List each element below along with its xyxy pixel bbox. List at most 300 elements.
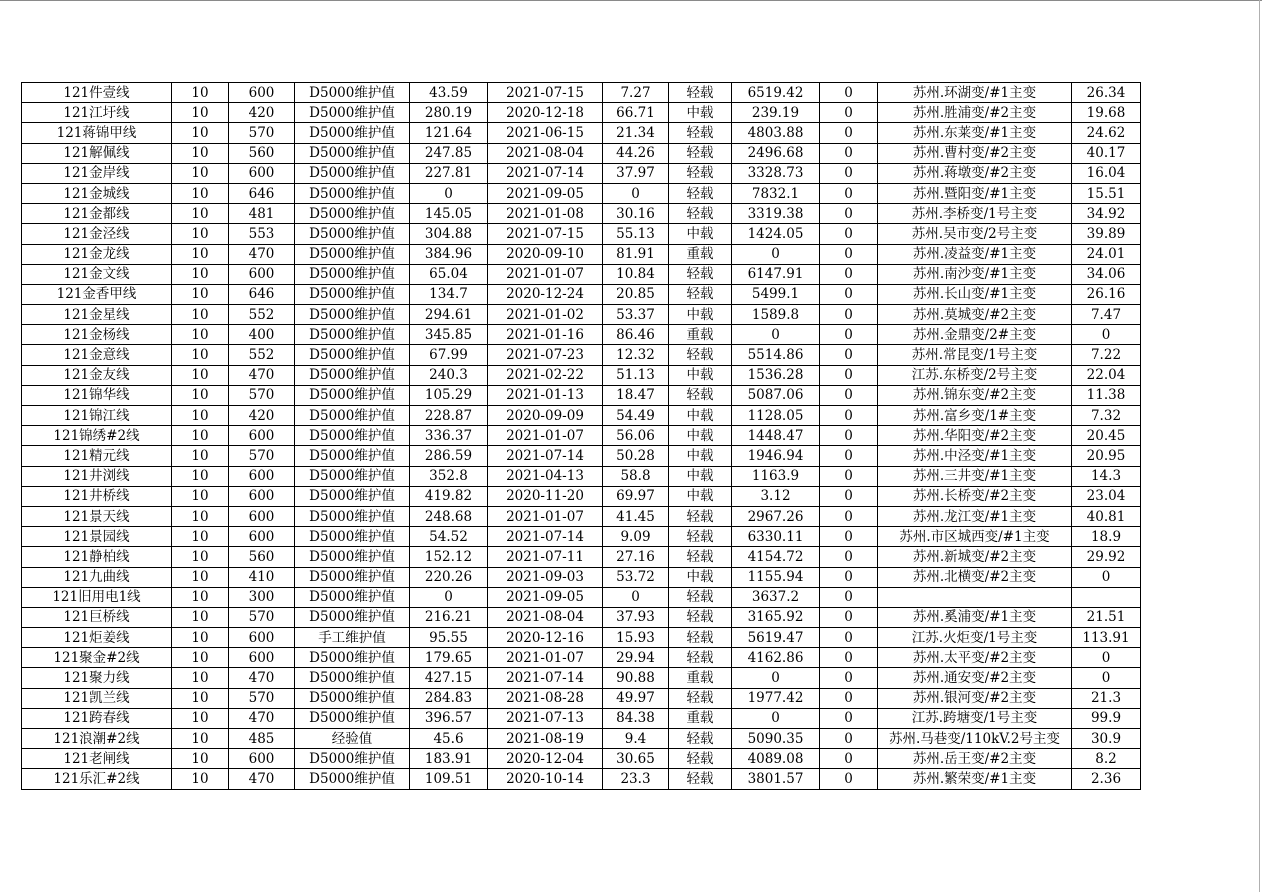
rated-current-cell[interactable]: 600 xyxy=(229,466,295,486)
voltage-cell[interactable]: 10 xyxy=(172,486,229,506)
transformer-load-rate-cell[interactable]: 7.22 xyxy=(1072,345,1141,365)
date-cell[interactable]: 2020-10-14 xyxy=(488,769,603,789)
voltage-cell[interactable]: 10 xyxy=(172,506,229,526)
line-name-cell[interactable]: 121炬姜线 xyxy=(22,628,172,648)
transformer-cell[interactable]: 苏州.太平变/#2主变 xyxy=(878,648,1072,668)
load-rate-cell[interactable]: 90.88 xyxy=(603,668,669,688)
maintenance-type-cell[interactable]: D5000维护值 xyxy=(295,426,410,446)
line-name-cell[interactable]: 121件壹线 xyxy=(22,83,172,103)
load-status-cell[interactable]: 轻载 xyxy=(669,83,732,103)
maintenance-type-cell[interactable]: D5000维护值 xyxy=(295,527,410,547)
maintenance-type-cell[interactable]: D5000维护值 xyxy=(295,204,410,224)
load-rate-cell[interactable]: 81.91 xyxy=(603,244,669,264)
load-status-cell[interactable]: 中载 xyxy=(669,567,732,587)
max-load-cell[interactable]: 95.55 xyxy=(410,628,488,648)
load-status-cell[interactable]: 中载 xyxy=(669,466,732,486)
line-name-cell[interactable]: 121江圩线 xyxy=(22,103,172,123)
date-cell[interactable]: 2021-01-07 xyxy=(488,506,603,526)
load-status-cell[interactable]: 轻载 xyxy=(669,264,732,284)
voltage-cell[interactable]: 10 xyxy=(172,628,229,648)
max-load-cell[interactable]: 109.51 xyxy=(410,769,488,789)
line-name-cell[interactable]: 121静柏线 xyxy=(22,547,172,567)
load-status-cell[interactable]: 轻载 xyxy=(669,506,732,526)
transformer-cell[interactable]: 江苏.东桥变/2号主变 xyxy=(878,365,1072,385)
transformer-cell[interactable]: 苏州.长桥变/#2主变 xyxy=(878,486,1072,506)
remaining-capacity-cell[interactable]: 3328.73 xyxy=(732,163,820,183)
maintenance-type-cell[interactable]: D5000维护值 xyxy=(295,103,410,123)
line-name-cell[interactable]: 121金杨线 xyxy=(22,325,172,345)
date-cell[interactable]: 2021-09-03 xyxy=(488,567,603,587)
load-status-cell[interactable]: 轻载 xyxy=(669,547,732,567)
maintenance-type-cell[interactable]: D5000维护值 xyxy=(295,587,410,607)
voltage-cell[interactable]: 10 xyxy=(172,587,229,607)
transformer-cell[interactable] xyxy=(878,587,1072,607)
maintenance-type-cell[interactable]: D5000维护值 xyxy=(295,123,410,143)
date-cell[interactable]: 2021-09-05 xyxy=(488,183,603,203)
load-status-cell[interactable]: 中载 xyxy=(669,103,732,123)
load-rate-cell[interactable]: 84.38 xyxy=(603,708,669,728)
overload-count-cell[interactable]: 0 xyxy=(820,224,878,244)
date-cell[interactable]: 2021-07-14 xyxy=(488,446,603,466)
rated-current-cell[interactable]: 570 xyxy=(229,688,295,708)
remaining-capacity-cell[interactable]: 239.19 xyxy=(732,103,820,123)
remaining-capacity-cell[interactable]: 0 xyxy=(732,668,820,688)
max-load-cell[interactable]: 45.6 xyxy=(410,729,488,749)
remaining-capacity-cell[interactable]: 3637.2 xyxy=(732,587,820,607)
load-status-cell[interactable]: 轻载 xyxy=(669,163,732,183)
rated-current-cell[interactable]: 470 xyxy=(229,244,295,264)
transformer-cell[interactable]: 苏州.马巷变/110kV.2号主变 xyxy=(878,729,1072,749)
max-load-cell[interactable]: 336.37 xyxy=(410,426,488,446)
max-load-cell[interactable]: 427.15 xyxy=(410,668,488,688)
line-name-cell[interactable]: 121金城线 xyxy=(22,183,172,203)
load-status-cell[interactable]: 中载 xyxy=(669,406,732,426)
voltage-cell[interactable]: 10 xyxy=(172,607,229,627)
max-load-cell[interactable]: 0 xyxy=(410,587,488,607)
max-load-cell[interactable]: 286.59 xyxy=(410,446,488,466)
transformer-load-rate-cell[interactable]: 15.51 xyxy=(1072,183,1141,203)
overload-count-cell[interactable]: 0 xyxy=(820,729,878,749)
transformer-cell[interactable]: 江苏.火炬变/1号主变 xyxy=(878,628,1072,648)
max-load-cell[interactable]: 304.88 xyxy=(410,224,488,244)
transformer-load-rate-cell[interactable]: 23.04 xyxy=(1072,486,1141,506)
max-load-cell[interactable]: 105.29 xyxy=(410,385,488,405)
max-load-cell[interactable]: 67.99 xyxy=(410,345,488,365)
remaining-capacity-cell[interactable]: 1977.42 xyxy=(732,688,820,708)
voltage-cell[interactable]: 10 xyxy=(172,365,229,385)
overload-count-cell[interactable]: 0 xyxy=(820,668,878,688)
rated-current-cell[interactable]: 600 xyxy=(229,527,295,547)
load-status-cell[interactable]: 轻载 xyxy=(669,527,732,547)
line-name-cell[interactable]: 121景园线 xyxy=(22,527,172,547)
rated-current-cell[interactable]: 600 xyxy=(229,506,295,526)
date-cell[interactable]: 2021-01-02 xyxy=(488,305,603,325)
maintenance-type-cell[interactable]: 手工维护值 xyxy=(295,628,410,648)
overload-count-cell[interactable]: 0 xyxy=(820,466,878,486)
max-load-cell[interactable]: 145.05 xyxy=(410,204,488,224)
overload-count-cell[interactable]: 0 xyxy=(820,325,878,345)
overload-count-cell[interactable]: 0 xyxy=(820,365,878,385)
date-cell[interactable]: 2020-12-16 xyxy=(488,628,603,648)
load-status-cell[interactable]: 轻载 xyxy=(669,587,732,607)
rated-current-cell[interactable]: 570 xyxy=(229,607,295,627)
voltage-cell[interactable]: 10 xyxy=(172,204,229,224)
remaining-capacity-cell[interactable]: 6330.11 xyxy=(732,527,820,547)
maintenance-type-cell[interactable]: D5000维护值 xyxy=(295,466,410,486)
transformer-load-rate-cell[interactable]: 0 xyxy=(1072,567,1141,587)
transformer-cell[interactable]: 苏州.吴市变/2号主变 xyxy=(878,224,1072,244)
date-cell[interactable]: 2021-08-28 xyxy=(488,688,603,708)
rated-current-cell[interactable]: 470 xyxy=(229,365,295,385)
overload-count-cell[interactable]: 0 xyxy=(820,143,878,163)
max-load-cell[interactable]: 65.04 xyxy=(410,264,488,284)
voltage-cell[interactable]: 10 xyxy=(172,385,229,405)
load-status-cell[interactable]: 轻载 xyxy=(669,729,732,749)
overload-count-cell[interactable]: 0 xyxy=(820,446,878,466)
load-status-cell[interactable]: 轻载 xyxy=(669,345,732,365)
load-rate-cell[interactable]: 7.27 xyxy=(603,83,669,103)
transformer-cell[interactable]: 苏州.市区城西变/#1主变 xyxy=(878,527,1072,547)
transformer-load-rate-cell[interactable]: 18.9 xyxy=(1072,527,1141,547)
date-cell[interactable]: 2021-08-04 xyxy=(488,143,603,163)
transformer-load-rate-cell[interactable]: 40.17 xyxy=(1072,143,1141,163)
date-cell[interactable]: 2020-09-09 xyxy=(488,406,603,426)
load-status-cell[interactable]: 中载 xyxy=(669,305,732,325)
remaining-capacity-cell[interactable]: 0 xyxy=(732,708,820,728)
overload-count-cell[interactable]: 0 xyxy=(820,183,878,203)
rated-current-cell[interactable]: 570 xyxy=(229,446,295,466)
load-status-cell[interactable]: 中载 xyxy=(669,224,732,244)
rated-current-cell[interactable]: 553 xyxy=(229,224,295,244)
max-load-cell[interactable]: 352.8 xyxy=(410,466,488,486)
overload-count-cell[interactable]: 0 xyxy=(820,426,878,446)
line-name-cell[interactable]: 121巨桥线 xyxy=(22,607,172,627)
maintenance-type-cell[interactable]: D5000维护值 xyxy=(295,769,410,789)
date-cell[interactable]: 2021-07-15 xyxy=(488,83,603,103)
maintenance-type-cell[interactable]: D5000维护值 xyxy=(295,244,410,264)
date-cell[interactable]: 2021-06-15 xyxy=(488,123,603,143)
transformer-cell[interactable]: 苏州.暨阳变/#1主变 xyxy=(878,183,1072,203)
line-name-cell[interactable]: 121解佩线 xyxy=(22,143,172,163)
line-name-cell[interactable]: 121金都线 xyxy=(22,204,172,224)
transformer-cell[interactable]: 苏州.富乡变/1#主变 xyxy=(878,406,1072,426)
remaining-capacity-cell[interactable]: 0 xyxy=(732,325,820,345)
load-rate-cell[interactable]: 23.3 xyxy=(603,769,669,789)
load-rate-cell[interactable]: 54.49 xyxy=(603,406,669,426)
transformer-load-rate-cell[interactable]: 20.95 xyxy=(1072,446,1141,466)
rated-current-cell[interactable]: 600 xyxy=(229,163,295,183)
transformer-cell[interactable]: 苏州.南沙变/#1主变 xyxy=(878,264,1072,284)
load-rate-cell[interactable]: 27.16 xyxy=(603,547,669,567)
load-rate-cell[interactable]: 58.8 xyxy=(603,466,669,486)
voltage-cell[interactable]: 10 xyxy=(172,708,229,728)
transformer-cell[interactable]: 苏州.奚浦变/#1主变 xyxy=(878,607,1072,627)
load-rate-cell[interactable]: 10.84 xyxy=(603,264,669,284)
date-cell[interactable]: 2021-01-16 xyxy=(488,325,603,345)
maintenance-type-cell[interactable]: D5000维护值 xyxy=(295,607,410,627)
remaining-capacity-cell[interactable]: 1448.47 xyxy=(732,426,820,446)
rated-current-cell[interactable]: 552 xyxy=(229,305,295,325)
transformer-load-rate-cell[interactable]: 26.34 xyxy=(1072,83,1141,103)
load-rate-cell[interactable]: 9.09 xyxy=(603,527,669,547)
transformer-cell[interactable]: 苏州.凌益变/#1主变 xyxy=(878,244,1072,264)
rated-current-cell[interactable]: 300 xyxy=(229,587,295,607)
load-status-cell[interactable]: 轻载 xyxy=(669,749,732,769)
transformer-load-rate-cell[interactable]: 7.32 xyxy=(1072,406,1141,426)
overload-count-cell[interactable]: 0 xyxy=(820,103,878,123)
transformer-load-rate-cell[interactable]: 20.45 xyxy=(1072,426,1141,446)
voltage-cell[interactable]: 10 xyxy=(172,547,229,567)
date-cell[interactable]: 2021-01-08 xyxy=(488,204,603,224)
remaining-capacity-cell[interactable]: 7832.1 xyxy=(732,183,820,203)
transformer-load-rate-cell[interactable]: 14.3 xyxy=(1072,466,1141,486)
max-load-cell[interactable]: 179.65 xyxy=(410,648,488,668)
load-rate-cell[interactable]: 30.65 xyxy=(603,749,669,769)
voltage-cell[interactable]: 10 xyxy=(172,648,229,668)
max-load-cell[interactable]: 220.26 xyxy=(410,567,488,587)
voltage-cell[interactable]: 10 xyxy=(172,729,229,749)
rated-current-cell[interactable]: 600 xyxy=(229,83,295,103)
load-rate-cell[interactable]: 30.16 xyxy=(603,204,669,224)
maintenance-type-cell[interactable]: D5000维护值 xyxy=(295,385,410,405)
voltage-cell[interactable]: 10 xyxy=(172,668,229,688)
remaining-capacity-cell[interactable]: 3.12 xyxy=(732,486,820,506)
load-status-cell[interactable]: 中载 xyxy=(669,446,732,466)
max-load-cell[interactable]: 183.91 xyxy=(410,749,488,769)
load-status-cell[interactable]: 轻载 xyxy=(669,284,732,304)
rated-current-cell[interactable]: 646 xyxy=(229,284,295,304)
load-status-cell[interactable]: 轻载 xyxy=(669,183,732,203)
load-rate-cell[interactable]: 51.13 xyxy=(603,365,669,385)
remaining-capacity-cell[interactable]: 3319.38 xyxy=(732,204,820,224)
load-status-cell[interactable]: 重载 xyxy=(669,668,732,688)
voltage-cell[interactable]: 10 xyxy=(172,224,229,244)
date-cell[interactable]: 2020-09-10 xyxy=(488,244,603,264)
max-load-cell[interactable]: 134.7 xyxy=(410,284,488,304)
voltage-cell[interactable]: 10 xyxy=(172,426,229,446)
transformer-cell[interactable]: 苏州.繁荣变/#1主变 xyxy=(878,769,1072,789)
transformer-cell[interactable]: 苏州.龙江变/#1主变 xyxy=(878,506,1072,526)
voltage-cell[interactable]: 10 xyxy=(172,123,229,143)
voltage-cell[interactable]: 10 xyxy=(172,567,229,587)
rated-current-cell[interactable]: 646 xyxy=(229,183,295,203)
line-name-cell[interactable]: 121旧用电1线 xyxy=(22,587,172,607)
load-rate-cell[interactable]: 29.94 xyxy=(603,648,669,668)
remaining-capacity-cell[interactable]: 5514.86 xyxy=(732,345,820,365)
remaining-capacity-cell[interactable]: 2496.68 xyxy=(732,143,820,163)
voltage-cell[interactable]: 10 xyxy=(172,688,229,708)
max-load-cell[interactable]: 121.64 xyxy=(410,123,488,143)
transformer-load-rate-cell[interactable]: 30.9 xyxy=(1072,729,1141,749)
rated-current-cell[interactable]: 410 xyxy=(229,567,295,587)
line-name-cell[interactable]: 121九曲线 xyxy=(22,567,172,587)
transformer-cell[interactable]: 苏州.曹村变/#2主变 xyxy=(878,143,1072,163)
line-name-cell[interactable]: 121乐汇#2线 xyxy=(22,769,172,789)
maintenance-type-cell[interactable]: D5000维护值 xyxy=(295,83,410,103)
date-cell[interactable]: 2021-01-07 xyxy=(488,426,603,446)
load-rate-cell[interactable]: 53.72 xyxy=(603,567,669,587)
voltage-cell[interactable]: 10 xyxy=(172,325,229,345)
max-load-cell[interactable]: 294.61 xyxy=(410,305,488,325)
max-load-cell[interactable]: 396.57 xyxy=(410,708,488,728)
maintenance-type-cell[interactable]: D5000维护值 xyxy=(295,668,410,688)
load-status-cell[interactable]: 重载 xyxy=(669,708,732,728)
remaining-capacity-cell[interactable]: 1424.05 xyxy=(732,224,820,244)
date-cell[interactable]: 2020-12-24 xyxy=(488,284,603,304)
voltage-cell[interactable]: 10 xyxy=(172,284,229,304)
maintenance-type-cell[interactable]: 经验值 xyxy=(295,729,410,749)
overload-count-cell[interactable]: 0 xyxy=(820,486,878,506)
voltage-cell[interactable]: 10 xyxy=(172,466,229,486)
transformer-load-rate-cell[interactable]: 7.47 xyxy=(1072,305,1141,325)
overload-count-cell[interactable]: 0 xyxy=(820,406,878,426)
load-status-cell[interactable]: 轻载 xyxy=(669,123,732,143)
line-name-cell[interactable]: 121锦江线 xyxy=(22,406,172,426)
max-load-cell[interactable]: 152.12 xyxy=(410,547,488,567)
date-cell[interactable]: 2021-07-14 xyxy=(488,668,603,688)
load-rate-cell[interactable]: 18.47 xyxy=(603,385,669,405)
rated-current-cell[interactable]: 600 xyxy=(229,648,295,668)
remaining-capacity-cell[interactable]: 1589.8 xyxy=(732,305,820,325)
max-load-cell[interactable]: 43.59 xyxy=(410,83,488,103)
transformer-cell[interactable]: 苏州.通安变/#2主变 xyxy=(878,668,1072,688)
overload-count-cell[interactable]: 0 xyxy=(820,708,878,728)
date-cell[interactable]: 2021-08-19 xyxy=(488,729,603,749)
max-load-cell[interactable]: 284.83 xyxy=(410,688,488,708)
load-status-cell[interactable]: 中载 xyxy=(669,486,732,506)
maintenance-type-cell[interactable]: D5000维护值 xyxy=(295,749,410,769)
transformer-load-rate-cell[interactable]: 26.16 xyxy=(1072,284,1141,304)
transformer-cell[interactable]: 苏州.东莱变/#1主变 xyxy=(878,123,1072,143)
remaining-capacity-cell[interactable]: 1536.28 xyxy=(732,365,820,385)
transformer-load-rate-cell[interactable]: 0 xyxy=(1072,668,1141,688)
maintenance-type-cell[interactable]: D5000维护值 xyxy=(295,183,410,203)
load-rate-cell[interactable]: 86.46 xyxy=(603,325,669,345)
transformer-load-rate-cell[interactable]: 113.91 xyxy=(1072,628,1141,648)
voltage-cell[interactable]: 10 xyxy=(172,163,229,183)
line-name-cell[interactable]: 121浪潮#2线 xyxy=(22,729,172,749)
transformer-cell[interactable]: 苏州.莫城变/#2主变 xyxy=(878,305,1072,325)
transformer-cell[interactable]: 苏州.蒋墩变/#2主变 xyxy=(878,163,1072,183)
load-rate-cell[interactable]: 49.97 xyxy=(603,688,669,708)
overload-count-cell[interactable]: 0 xyxy=(820,587,878,607)
transformer-load-rate-cell[interactable]: 24.62 xyxy=(1072,123,1141,143)
maintenance-type-cell[interactable]: D5000维护值 xyxy=(295,143,410,163)
maintenance-type-cell[interactable]: D5000维护值 xyxy=(295,486,410,506)
transformer-load-rate-cell[interactable] xyxy=(1072,587,1141,607)
transformer-load-rate-cell[interactable]: 11.38 xyxy=(1072,385,1141,405)
voltage-cell[interactable]: 10 xyxy=(172,183,229,203)
remaining-capacity-cell[interactable]: 2967.26 xyxy=(732,506,820,526)
load-status-cell[interactable]: 重载 xyxy=(669,325,732,345)
load-rate-cell[interactable]: 37.97 xyxy=(603,163,669,183)
line-name-cell[interactable]: 121蒋锦甲线 xyxy=(22,123,172,143)
remaining-capacity-cell[interactable]: 6519.42 xyxy=(732,83,820,103)
line-name-cell[interactable]: 121凯兰线 xyxy=(22,688,172,708)
load-rate-cell[interactable]: 44.26 xyxy=(603,143,669,163)
date-cell[interactable]: 2021-04-13 xyxy=(488,466,603,486)
transformer-load-rate-cell[interactable]: 24.01 xyxy=(1072,244,1141,264)
transformer-cell[interactable]: 苏州.胜浦变/#2主变 xyxy=(878,103,1072,123)
transformer-cell[interactable]: 苏州.锦东变/#2主变 xyxy=(878,385,1072,405)
overload-count-cell[interactable]: 0 xyxy=(820,607,878,627)
voltage-cell[interactable]: 10 xyxy=(172,769,229,789)
load-rate-cell[interactable]: 20.85 xyxy=(603,284,669,304)
load-rate-cell[interactable]: 0 xyxy=(603,587,669,607)
voltage-cell[interactable]: 10 xyxy=(172,305,229,325)
max-load-cell[interactable]: 248.68 xyxy=(410,506,488,526)
rated-current-cell[interactable]: 470 xyxy=(229,769,295,789)
overload-count-cell[interactable]: 0 xyxy=(820,749,878,769)
transformer-load-rate-cell[interactable]: 0 xyxy=(1072,648,1141,668)
rated-current-cell[interactable]: 600 xyxy=(229,749,295,769)
overload-count-cell[interactable]: 0 xyxy=(820,284,878,304)
date-cell[interactable]: 2021-01-07 xyxy=(488,648,603,668)
max-load-cell[interactable]: 228.87 xyxy=(410,406,488,426)
transformer-cell[interactable]: 江苏.跨塘变/1号主变 xyxy=(878,708,1072,728)
load-rate-cell[interactable]: 53.37 xyxy=(603,305,669,325)
remaining-capacity-cell[interactable]: 4089.08 xyxy=(732,749,820,769)
transformer-load-rate-cell[interactable]: 8.2 xyxy=(1072,749,1141,769)
overload-count-cell[interactable]: 0 xyxy=(820,244,878,264)
date-cell[interactable]: 2021-07-15 xyxy=(488,224,603,244)
date-cell[interactable]: 2020-12-04 xyxy=(488,749,603,769)
load-status-cell[interactable]: 轻载 xyxy=(669,769,732,789)
rated-current-cell[interactable]: 470 xyxy=(229,668,295,688)
date-cell[interactable]: 2021-09-05 xyxy=(488,587,603,607)
overload-count-cell[interactable]: 0 xyxy=(820,688,878,708)
transformer-cell[interactable]: 苏州.金鼎变/2#主变 xyxy=(878,325,1072,345)
overload-count-cell[interactable]: 0 xyxy=(820,527,878,547)
maintenance-type-cell[interactable]: D5000维护值 xyxy=(295,547,410,567)
transformer-load-rate-cell[interactable]: 21.3 xyxy=(1072,688,1141,708)
transformer-cell[interactable]: 苏州.岳王变/#2主变 xyxy=(878,749,1072,769)
rated-current-cell[interactable]: 560 xyxy=(229,143,295,163)
max-load-cell[interactable]: 419.82 xyxy=(410,486,488,506)
remaining-capacity-cell[interactable]: 5090.35 xyxy=(732,729,820,749)
load-status-cell[interactable]: 重载 xyxy=(669,244,732,264)
max-load-cell[interactable]: 345.85 xyxy=(410,325,488,345)
transformer-cell[interactable]: 苏州.银河变/#2主变 xyxy=(878,688,1072,708)
load-rate-cell[interactable]: 66.71 xyxy=(603,103,669,123)
line-name-cell[interactable]: 121聚金#2线 xyxy=(22,648,172,668)
max-load-cell[interactable]: 54.52 xyxy=(410,527,488,547)
line-name-cell[interactable]: 121金香甲线 xyxy=(22,284,172,304)
maintenance-type-cell[interactable]: D5000维护值 xyxy=(295,325,410,345)
rated-current-cell[interactable]: 552 xyxy=(229,345,295,365)
load-rate-cell[interactable]: 15.93 xyxy=(603,628,669,648)
voltage-cell[interactable]: 10 xyxy=(172,446,229,466)
overload-count-cell[interactable]: 0 xyxy=(820,628,878,648)
voltage-cell[interactable]: 10 xyxy=(172,244,229,264)
voltage-cell[interactable]: 10 xyxy=(172,406,229,426)
line-name-cell[interactable]: 121跨春线 xyxy=(22,708,172,728)
transformer-cell[interactable]: 苏州.华阳变/#2主变 xyxy=(878,426,1072,446)
voltage-cell[interactable]: 10 xyxy=(172,143,229,163)
transformer-load-rate-cell[interactable]: 29.92 xyxy=(1072,547,1141,567)
transformer-cell[interactable]: 苏州.长山变/#1主变 xyxy=(878,284,1072,304)
rated-current-cell[interactable]: 570 xyxy=(229,385,295,405)
line-name-cell[interactable]: 121金意线 xyxy=(22,345,172,365)
load-status-cell[interactable]: 轻载 xyxy=(669,143,732,163)
overload-count-cell[interactable]: 0 xyxy=(820,264,878,284)
maintenance-type-cell[interactable]: D5000维护值 xyxy=(295,567,410,587)
transformer-load-rate-cell[interactable]: 34.06 xyxy=(1072,264,1141,284)
load-status-cell[interactable]: 轻载 xyxy=(669,688,732,708)
rated-current-cell[interactable]: 600 xyxy=(229,426,295,446)
overload-count-cell[interactable]: 0 xyxy=(820,123,878,143)
load-rate-cell[interactable]: 37.93 xyxy=(603,607,669,627)
